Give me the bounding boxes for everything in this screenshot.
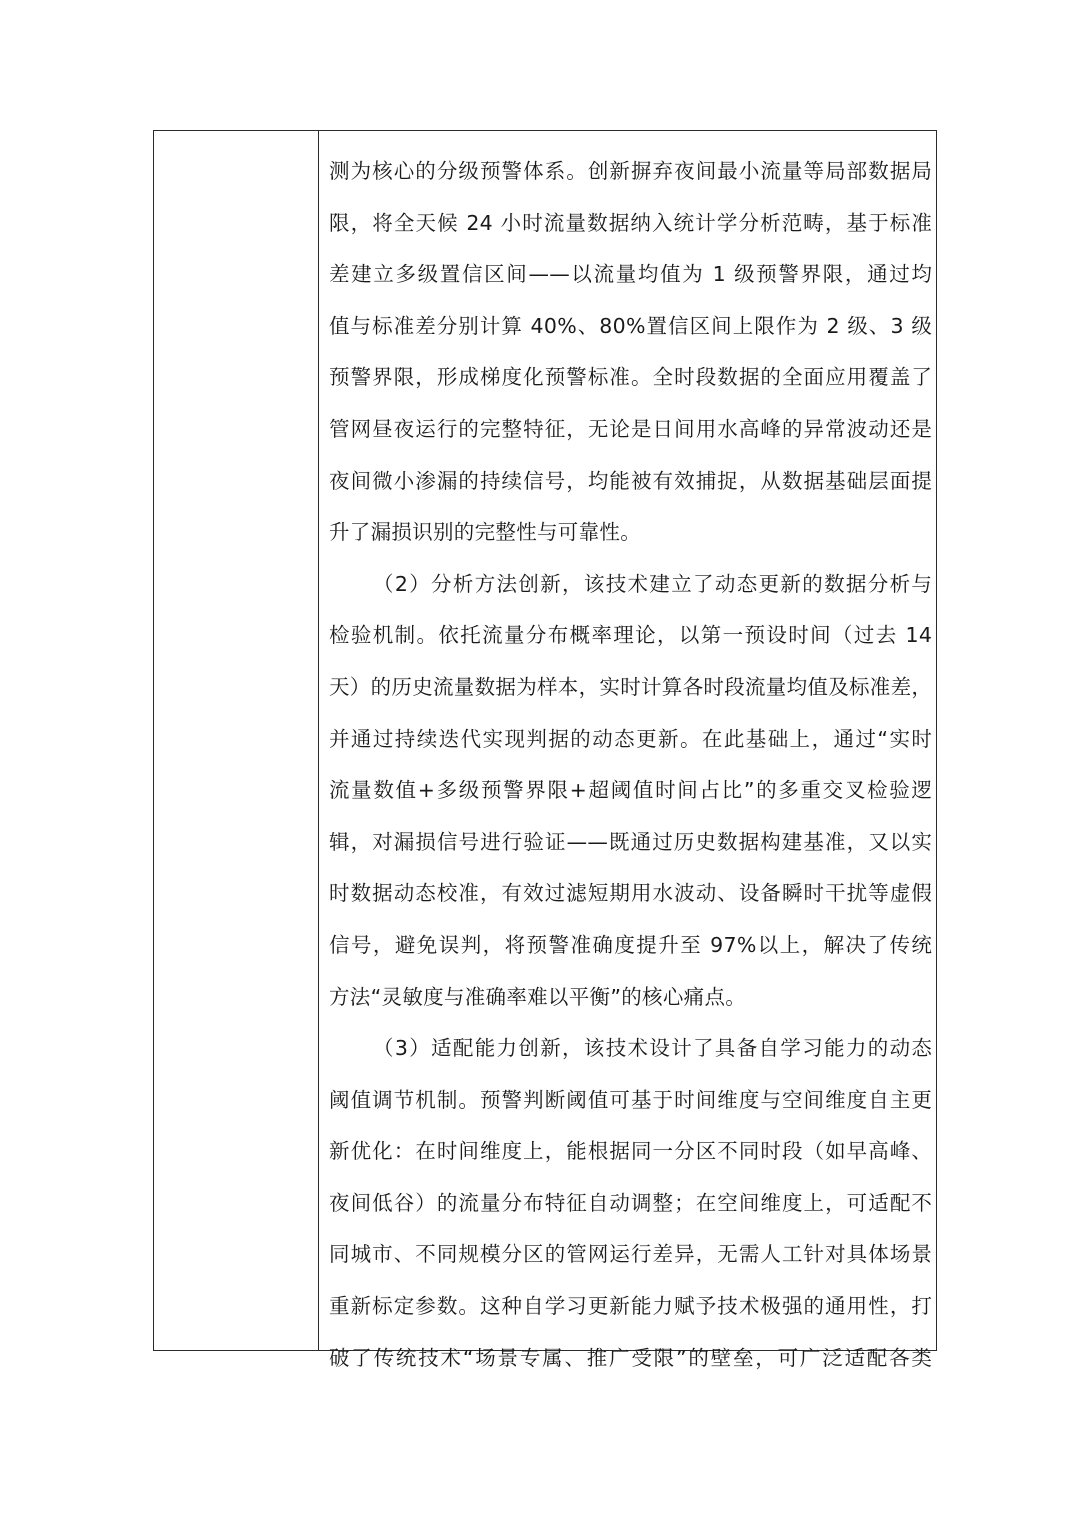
text-line: 流量数值+多级预警界限+超阈值时间占比”的多重交叉检验逻	[329, 778, 933, 803]
text-line: 天）的历史流量数据为样本，实时计算各时段流量均值及标准差，	[329, 674, 933, 699]
text-line: （3）适配能力创新，该技术设计了具备自学习能力的动态	[373, 1036, 933, 1061]
text-line: 辑，对漏损信号进行验证——既通过历史数据构建基准，又以实	[329, 829, 933, 854]
text-line: 同城市、不同规模分区的管网运行差异，无需人工针对具体场景	[329, 1242, 933, 1267]
text-line: 管网昼夜运行的完整特征，无论是日间用水高峰的异常波动还是	[329, 416, 933, 441]
text-line: 新优化：在时间维度上，能根据同一分区不同时段（如早高峰、	[329, 1139, 933, 1164]
text-line: 阈值调节机制。预警判断阈值可基于时间维度与空间维度自主更	[329, 1087, 933, 1112]
text-line: 升了漏损识别的完整性与可靠性。	[329, 520, 641, 545]
text-line: 预警界限，形成梯度化预警标准。全时段数据的全面应用覆盖了	[329, 365, 933, 390]
text-line: （2）分析方法创新，该技术建立了动态更新的数据分析与	[373, 571, 933, 596]
text-line: 差建立多级置信区间——以流量均值为 1 级预警界限，通过均	[329, 262, 933, 287]
text-line: 时数据动态校准，有效过滤短期用水波动、设备瞬时干扰等虚假	[329, 881, 933, 906]
text-line: 方法“灵敏度与准确率难以平衡”的核心痛点。	[329, 984, 747, 1009]
left-column-cell	[154, 131, 319, 1350]
text-line: 夜间微小渗漏的持续信号，均能被有效捕捉，从数据基础层面提	[329, 468, 933, 493]
right-column-cell	[319, 131, 940, 1370]
text-line: 夜间低谷）的流量分布特征自动调整；在空间维度上，可适配不	[329, 1190, 933, 1215]
text-line: 并通过持续迭代实现判据的动态更新。在此基础上，通过“实时	[329, 726, 933, 751]
text-line: 重新标定参数。这种自学习更新能力赋予技术极强的通用性，打	[329, 1294, 933, 1319]
text-line: 信号，避免误判，将预警准确度提升至 97%以上，解决了传统	[329, 932, 933, 957]
text-line: 测为核心的分级预警体系。创新摒弃夜间最小流量等局部数据局	[329, 159, 933, 183]
document-table	[153, 130, 937, 1370]
text-line: 检验机制。依托流量分布概率理论，以第一预设时间（过去 14	[329, 623, 933, 648]
text-line: 破了传统技术“场景专属、推广受限”的壁垒，可广泛适配各类	[329, 1345, 933, 1370]
text-line: 限，将全天候 24 小时流量数据纳入统计学分析范畴，基于标准	[329, 210, 933, 235]
text-line: 值与标准差分别计算 40%、80%置信区间上限作为 2 级、3 级	[329, 313, 933, 338]
